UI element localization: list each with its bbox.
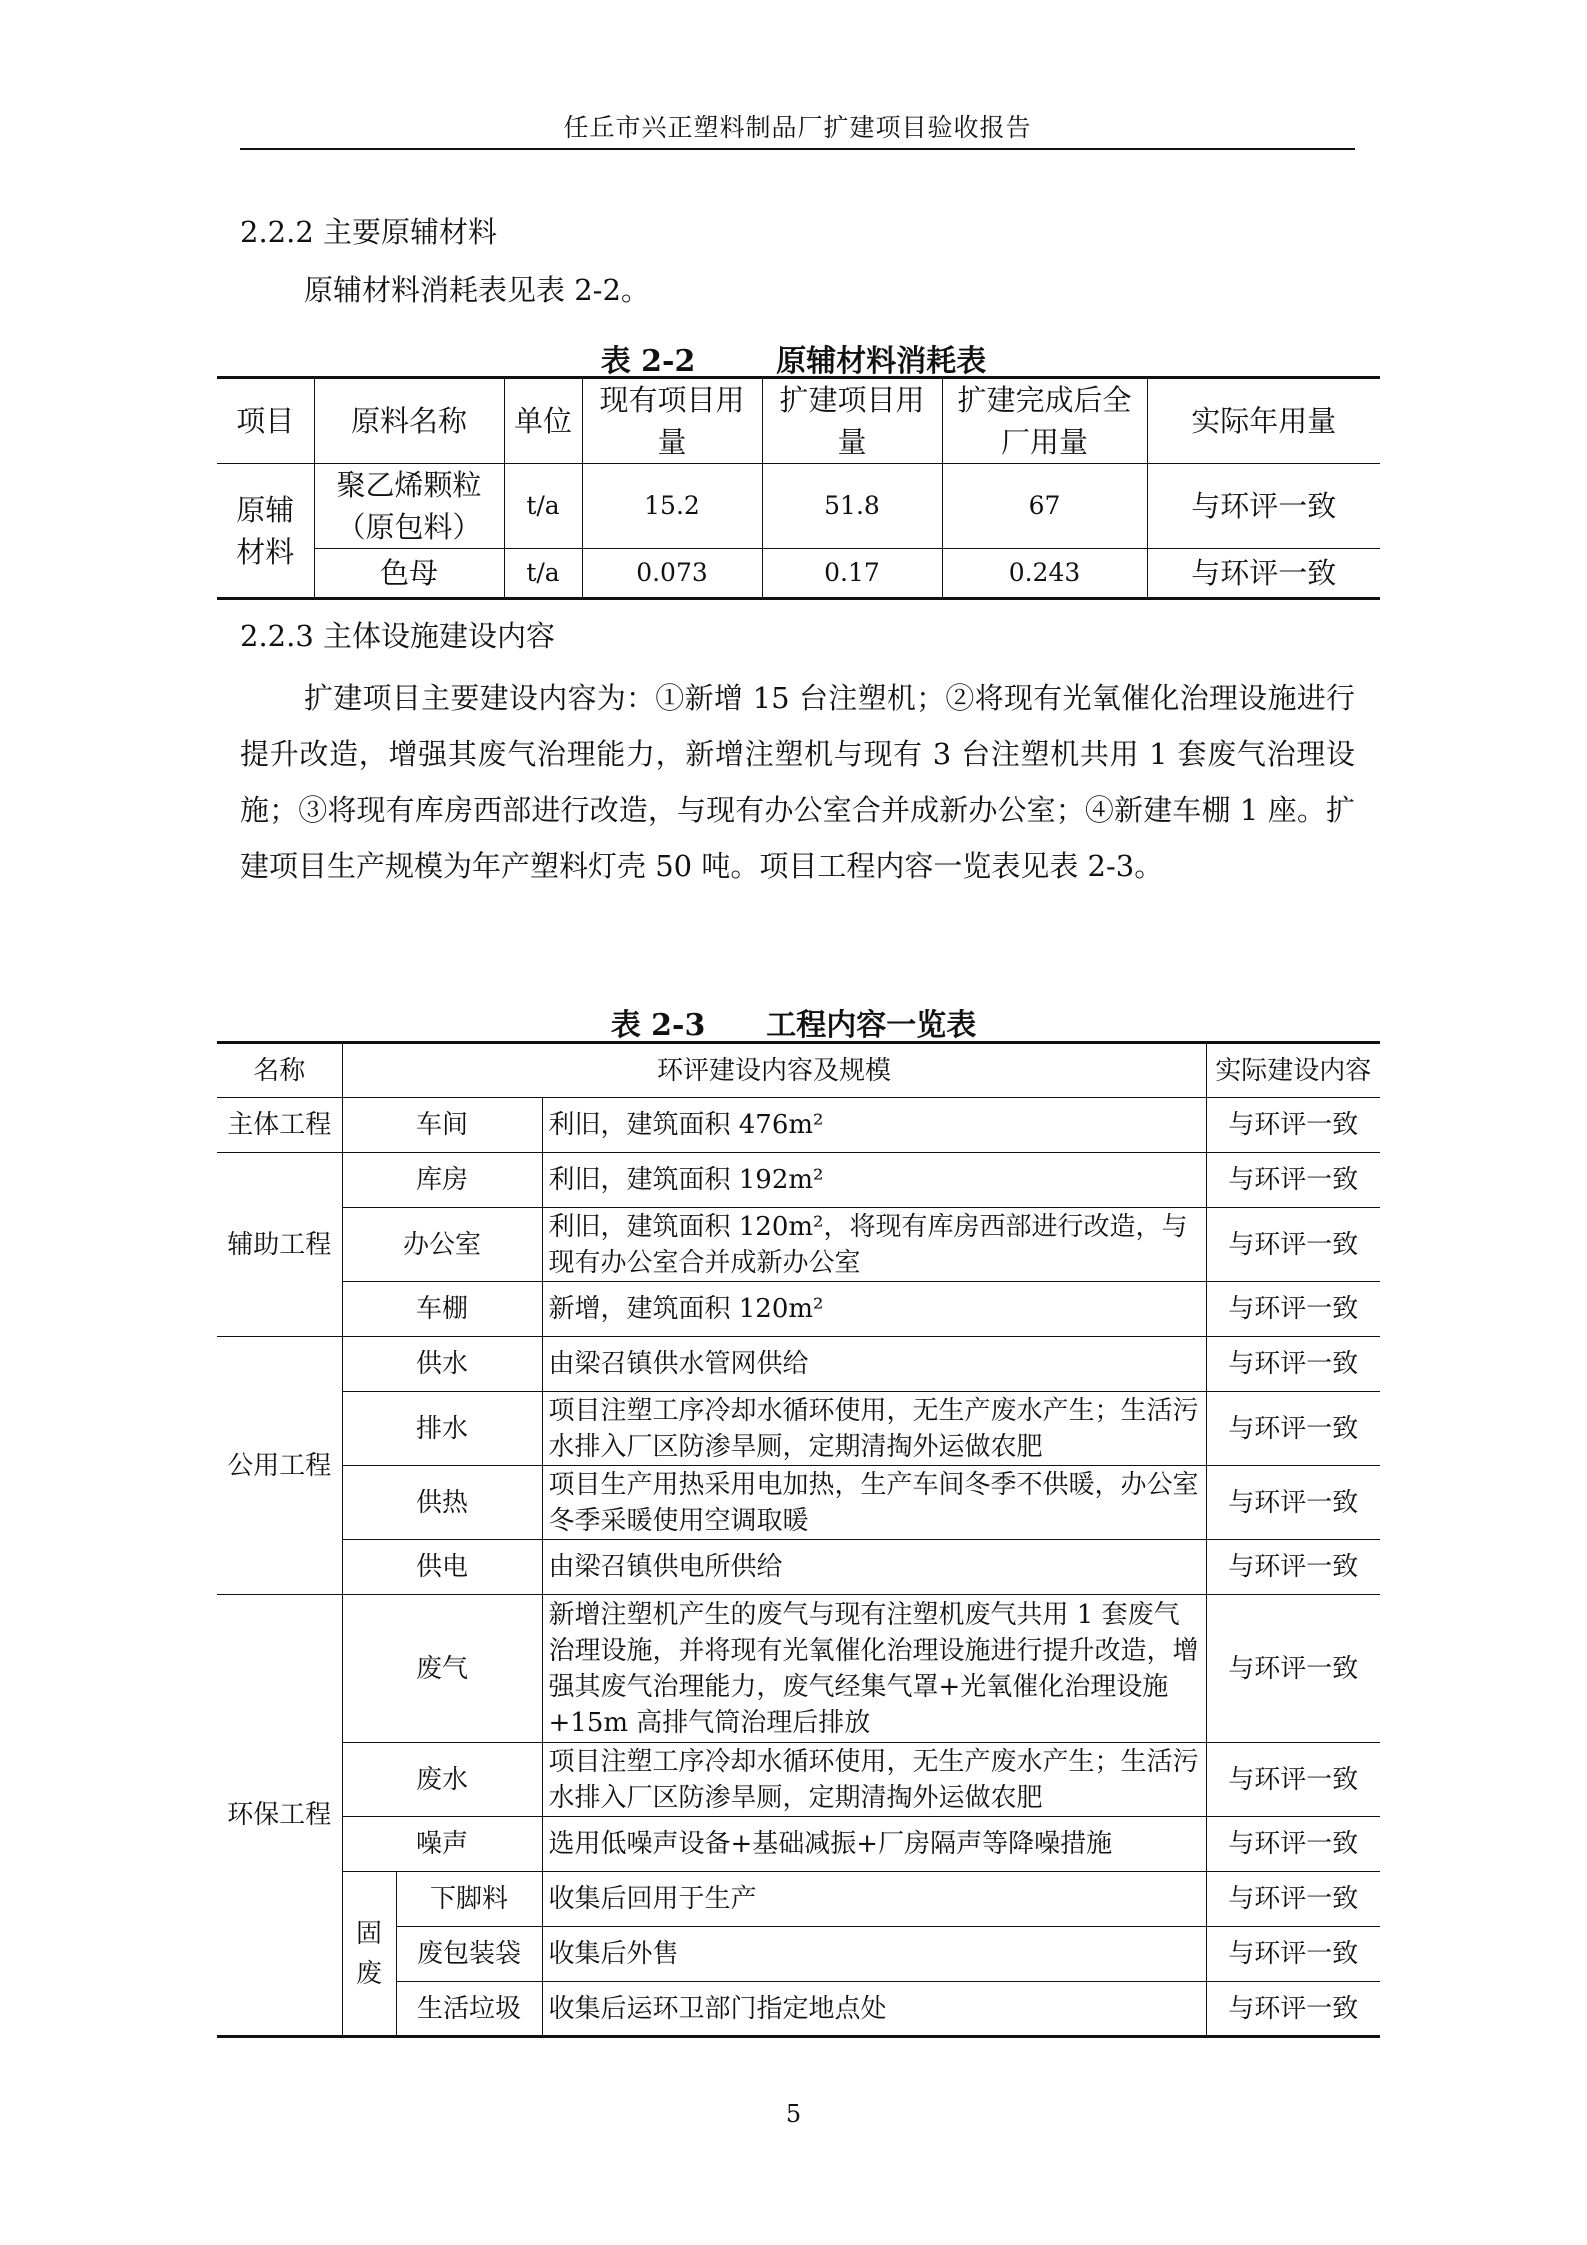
table-2-2-caption-title: 原辅材料消耗表 xyxy=(776,344,987,379)
content-cell: 选用低噪声设备+基础减振+厂房隔声等降噪措施 xyxy=(542,1817,1206,1872)
group-cell-env: 环保工程 xyxy=(217,1595,342,2037)
expansion-cell: 0.17 xyxy=(762,549,942,599)
existing-cell: 15.2 xyxy=(582,464,762,549)
content-cell: 新增注塑机产生的废气与现有注塑机废气共用 1 套废气治理设施，并将现有光氧催化治理设施进行提升改造，增强其废气治理能力，废气经集气罩+光氧催化治理设施+15m 高排气筒治理后排放 xyxy=(542,1595,1206,1743)
actual-cell: 与环评一致 xyxy=(1147,549,1380,599)
item-cell: 供水 xyxy=(342,1337,542,1392)
group-cell-main: 主体工程 xyxy=(217,1098,342,1153)
item-cell: 下脚料 xyxy=(396,1872,542,1927)
header-cell: 扩建项目用量 xyxy=(762,378,942,464)
table-2-3-caption-number: 表 2-3 xyxy=(610,1008,706,1043)
table-row xyxy=(217,1817,1380,1872)
item-cell: 供热 xyxy=(342,1466,542,1540)
actual-cell: 与环评一致 xyxy=(1206,1540,1380,1595)
header-cell: 扩建完成后全厂用量 xyxy=(942,378,1147,464)
content-cell: 由梁召镇供电所供给 xyxy=(542,1540,1206,1595)
actual-cell: 与环评一致 xyxy=(1147,464,1380,549)
section-heading-223: 2.2.3 主体设施建设内容 xyxy=(240,619,556,653)
table-row xyxy=(217,1743,1380,1817)
group-cell-aux: 辅助工程 xyxy=(217,1153,342,1337)
actual-cell: 与环评一致 xyxy=(1206,1337,1380,1392)
existing-cell: 0.073 xyxy=(582,549,762,599)
table-row xyxy=(217,1153,1380,1208)
header-cell: 环评建设内容及规模 xyxy=(342,1043,1206,1098)
table-header-row xyxy=(217,378,1380,464)
content-cell: 项目注塑工序冷却水循环使用，无生产废水产生；生活污水排入厂区防渗旱厕，定期清掏外运做农肥 xyxy=(542,1392,1206,1466)
intro-paragraph-222: 原辅材料消耗表见表 2-2。 xyxy=(304,273,650,307)
item-cell: 噪声 xyxy=(342,1817,542,1872)
group-cell-public: 公用工程 xyxy=(217,1337,342,1595)
item-cell: 车棚 xyxy=(342,1282,542,1337)
actual-cell: 与环评一致 xyxy=(1206,1595,1380,1743)
unit-cell: t/a xyxy=(504,549,582,599)
category-cell: 原辅材料 xyxy=(217,464,314,599)
table-row xyxy=(217,1337,1380,1392)
content-cell: 新增，建筑面积 120m² xyxy=(542,1282,1206,1337)
actual-cell: 与环评一致 xyxy=(1206,1282,1380,1337)
actual-cell: 与环评一致 xyxy=(1206,1817,1380,1872)
table-2-2-caption xyxy=(0,336,1587,380)
item-cell: 供电 xyxy=(342,1540,542,1595)
table-row xyxy=(217,1466,1380,1540)
table-2-2-caption-number: 表 2-2 xyxy=(600,344,696,379)
item-cell: 库房 xyxy=(342,1153,542,1208)
table-row xyxy=(217,549,1380,599)
content-cell: 利旧，建筑面积 120m²，将现有库房西部进行改造，与现有办公室合并成新办公室 xyxy=(542,1208,1206,1282)
table-row xyxy=(217,1208,1380,1282)
table-row xyxy=(217,1098,1380,1153)
actual-cell: 与环评一致 xyxy=(1206,1927,1380,1982)
unit-cell: t/a xyxy=(504,464,582,549)
page-number: 5 xyxy=(785,2100,802,2128)
content-cell: 收集后外售 xyxy=(542,1927,1206,1982)
actual-cell: 与环评一致 xyxy=(1206,1982,1380,2037)
content-cell: 由梁召镇供水管网供给 xyxy=(542,1337,1206,1392)
item-cell: 办公室 xyxy=(342,1208,542,1282)
content-cell: 收集后回用于生产 xyxy=(542,1872,1206,1927)
table-row xyxy=(217,1872,1380,1927)
table-2-3-caption xyxy=(0,1000,1587,1044)
materials-table xyxy=(217,376,1380,600)
table-header-row xyxy=(217,1043,1380,1098)
body-paragraph-223: 扩建项目主要建设内容为：①新增 15 台注塑机；②将现有光氧催化治理设施进行提升改造，增强其废气治理能力，新增注塑机与现有 3 台注塑机共用 1 套废气治理设施；③将现有库房西部进行改造，与现有办公室合并成新办公室；④新建车棚 1 座。扩建项目生产规模为年产塑料灯壳 50 吨。项目工程内容一览表见表 2-3。 xyxy=(240,681,1355,883)
actual-cell: 与环评一致 xyxy=(1206,1098,1380,1153)
actual-cell: 与环评一致 xyxy=(1206,1208,1380,1282)
actual-cell: 与环评一致 xyxy=(1206,1743,1380,1817)
table-row xyxy=(217,1392,1380,1466)
actual-cell: 与环评一致 xyxy=(1206,1466,1380,1540)
actual-cell: 与环评一致 xyxy=(1206,1392,1380,1466)
header-cell: 原料名称 xyxy=(314,378,504,464)
table-row xyxy=(217,464,1380,549)
header-rule xyxy=(240,148,1355,150)
group-cell-solid: 固废 xyxy=(342,1872,396,2037)
table-2-3-caption-title: 工程内容一览表 xyxy=(766,1008,977,1043)
table-row xyxy=(217,1540,1380,1595)
item-cell: 生活垃圾 xyxy=(396,1982,542,2037)
content-cell: 利旧，建筑面积 476m² xyxy=(542,1098,1206,1153)
table-row xyxy=(217,1595,1380,1743)
content-cell: 收集后运环卫部门指定地点处 xyxy=(542,1982,1206,2037)
header-cell: 实际年用量 xyxy=(1147,378,1380,464)
expansion-cell: 51.8 xyxy=(762,464,942,549)
total-cell: 0.243 xyxy=(942,549,1147,599)
engineering-table xyxy=(217,1041,1380,2038)
total-cell: 67 xyxy=(942,464,1147,549)
item-cell: 废水 xyxy=(342,1743,542,1817)
content-cell: 项目注塑工序冷却水循环使用，无生产废水产生；生活污水排入厂区防渗旱厕，定期清掏外运做农肥 xyxy=(542,1743,1206,1817)
header-cell: 名称 xyxy=(217,1043,342,1098)
header-cell: 单位 xyxy=(504,378,582,464)
table-row xyxy=(217,1282,1380,1337)
page-header: 任丘市兴正塑料制品厂扩建项目验收报告 xyxy=(563,113,1032,142)
material-name-cell: 聚乙烯颗粒（原包料） xyxy=(314,464,504,549)
actual-cell: 与环评一致 xyxy=(1206,1153,1380,1208)
content-cell: 项目生产用热采用电加热，生产车间冬季不供暖，办公室冬季采暖使用空调取暖 xyxy=(542,1466,1206,1540)
item-cell: 排水 xyxy=(342,1392,542,1466)
actual-cell: 与环评一致 xyxy=(1206,1872,1380,1927)
item-cell: 车间 xyxy=(342,1098,542,1153)
item-cell: 废气 xyxy=(342,1595,542,1743)
item-cell: 废包装袋 xyxy=(396,1927,542,1982)
section-heading-222: 2.2.2 主要原辅材料 xyxy=(240,215,498,249)
content-cell: 利旧，建筑面积 192m² xyxy=(542,1153,1206,1208)
header-cell: 实际建设内容 xyxy=(1206,1043,1380,1098)
header-cell: 现有项目用量 xyxy=(582,378,762,464)
header-cell: 项目 xyxy=(217,378,314,464)
material-name-cell: 色母 xyxy=(314,549,504,599)
